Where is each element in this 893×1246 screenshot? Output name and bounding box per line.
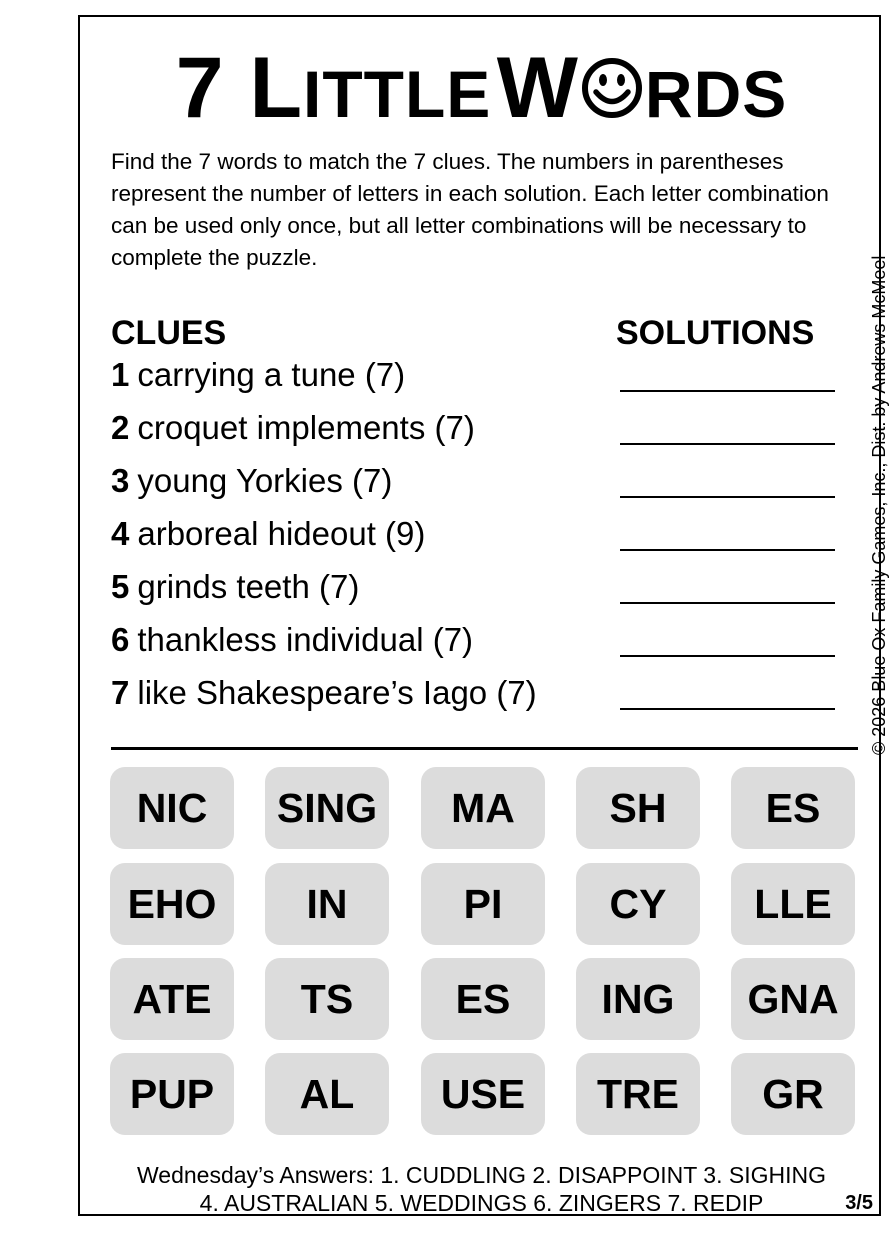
- letter-tile[interactable]: AL: [265, 1053, 389, 1135]
- letter-tile[interactable]: NIC: [110, 767, 234, 849]
- clue-number: 7: [111, 674, 130, 711]
- title-part-rds: RDS: [644, 57, 788, 131]
- previous-answers: [80, 1161, 883, 1217]
- solution-blank-7[interactable]: [620, 708, 835, 710]
- answers-line-2: 4. AUSTRALIAN 5. WEDDINGS 6. ZINGERS 7. REDIP: [199, 1190, 764, 1216]
- clue-text: like Shakespeare’s Iago (7): [137, 674, 537, 711]
- clue-2: [111, 408, 475, 448]
- letter-tile[interactable]: TRE: [576, 1053, 700, 1135]
- letter-tile[interactable]: PI: [421, 863, 545, 945]
- letter-tile[interactable]: SING: [265, 767, 389, 849]
- clue-6: [111, 620, 473, 660]
- letter-tile[interactable]: SH: [576, 767, 700, 849]
- letter-tile[interactable]: IN: [265, 863, 389, 945]
- clue-text: young Yorkies (7): [137, 462, 393, 499]
- clues-header: CLUES: [111, 314, 227, 352]
- letter-tile[interactable]: EHO: [110, 863, 234, 945]
- clue-text: carrying a tune (7): [137, 356, 406, 393]
- clue-number: 5: [111, 568, 130, 605]
- clue-number: 6: [111, 621, 130, 658]
- clue-4: [111, 514, 425, 554]
- solution-blank-4[interactable]: [620, 549, 835, 551]
- clue-number: 4: [111, 515, 130, 552]
- smiley-face-icon: [581, 57, 643, 119]
- letter-tile[interactable]: ATE: [110, 958, 234, 1040]
- letter-tile[interactable]: ES: [731, 767, 855, 849]
- title-part-w: W: [496, 40, 579, 136]
- letter-tile[interactable]: GR: [731, 1053, 855, 1135]
- solution-blank-6[interactable]: [620, 655, 835, 657]
- clue-number: 3: [111, 462, 130, 499]
- letter-tile[interactable]: TS: [265, 958, 389, 1040]
- letter-tile[interactable]: ING: [576, 958, 700, 1040]
- clue-3: [111, 461, 392, 501]
- clue-1: [111, 355, 405, 395]
- letter-tile[interactable]: PUP: [110, 1053, 234, 1135]
- answers-line-1: Wednesday’s Answers: 1. CUDDLING 2. DISAPPOINT 3. SIGHING: [137, 1162, 826, 1188]
- title-part-7l: 7 L: [175, 40, 303, 136]
- clue-text: grinds teeth (7): [137, 568, 360, 605]
- clue-text: thankless individual (7): [137, 621, 474, 658]
- solution-blank-1[interactable]: [620, 390, 835, 392]
- copyright-credit: © 2026 Blue Ox Family Games, Inc., Dist. by Andrews McMeel: [869, 255, 889, 755]
- solutions-header: SOLUTIONS: [616, 314, 815, 352]
- letter-tile[interactable]: CY: [576, 863, 700, 945]
- divider-rule: [111, 747, 858, 750]
- puzzle-panel: [78, 15, 889, 1216]
- letter-tile[interactable]: GNA: [731, 958, 855, 1040]
- clue-number: 1: [111, 356, 130, 393]
- solution-blank-2[interactable]: [620, 443, 835, 445]
- clue-number: 2: [111, 409, 130, 446]
- clue-7: [111, 673, 537, 713]
- solution-blank-5[interactable]: [620, 602, 835, 604]
- title-part-ittle: ITTLE: [302, 57, 492, 131]
- puzzle-title: [80, 40, 883, 136]
- solution-blank-3[interactable]: [620, 496, 835, 498]
- clue-text: arboreal hideout (9): [137, 515, 426, 552]
- letter-tile[interactable]: MA: [421, 767, 545, 849]
- instructions: Find the 7 words to match the 7 clues. The numbers in parentheses represent the number of letters in each solution. Each letter combination can be used only once, but all letter combinations will be necessary to complete the puzzle.: [111, 149, 829, 270]
- clue-5: [111, 567, 359, 607]
- page-number: 3/5: [845, 1192, 873, 1214]
- clue-text: croquet implements (7): [137, 409, 475, 446]
- letter-tile[interactable]: USE: [421, 1053, 545, 1135]
- letter-tile[interactable]: LLE: [731, 863, 855, 945]
- letter-tile[interactable]: ES: [421, 958, 545, 1040]
